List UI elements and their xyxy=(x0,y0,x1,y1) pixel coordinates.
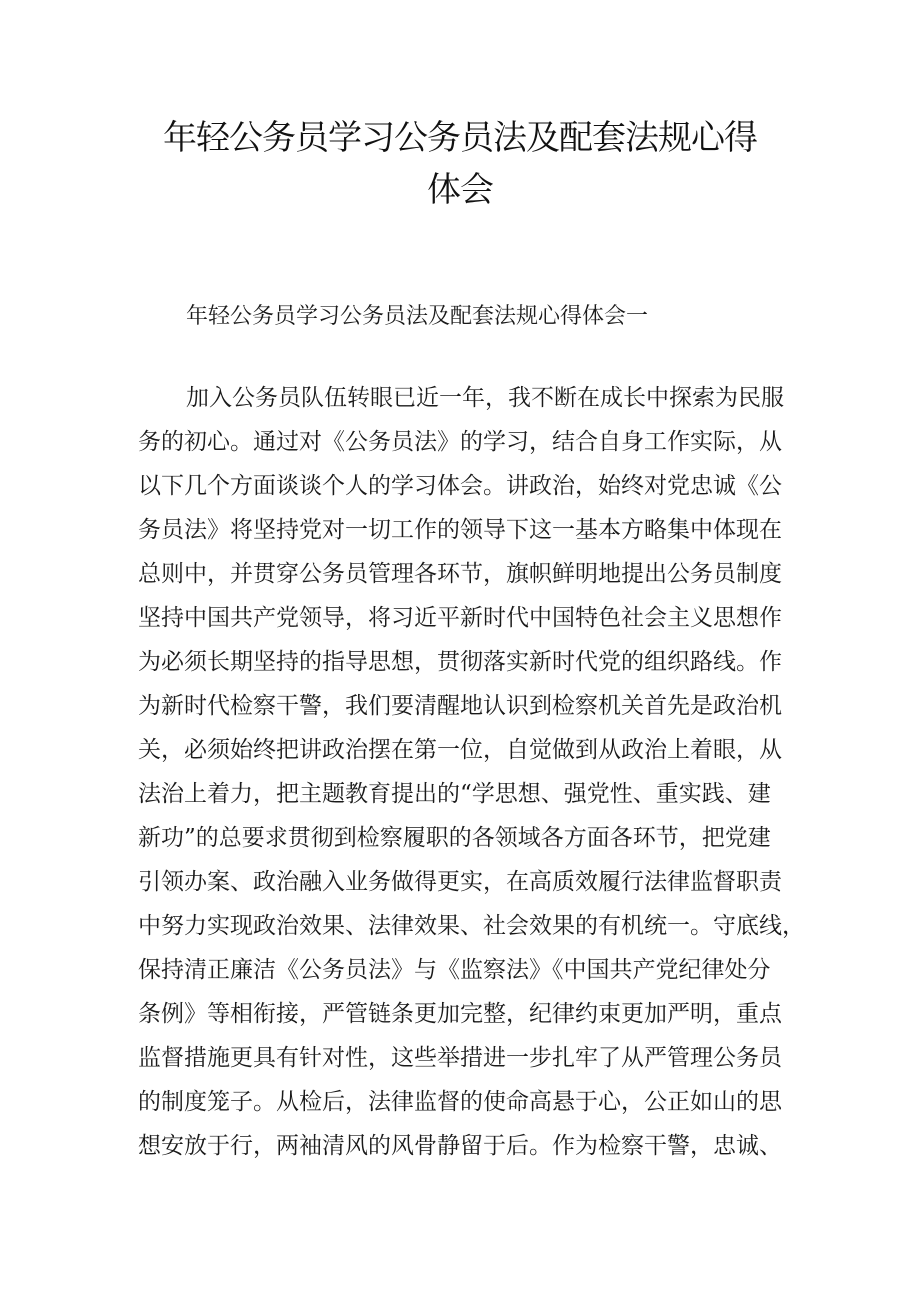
title-line-2: 体会 xyxy=(427,170,493,210)
body-line: 为新时代检察干警，我们要清醒地认识到检察机关首先是政治机 xyxy=(138,693,782,719)
body-line: 总则中，并贯穿公务员管理各环节，旗帜鲜明地提出公务员制度 xyxy=(138,561,782,587)
body-line: 保持清正廉洁《公务员法》与《监察法》《中国共产党纪律处分 xyxy=(138,957,771,983)
title-line-1: 年轻公务员学习公务员法及配套法规心得 xyxy=(163,118,757,158)
section-heading: 年轻公务员学习公务员法及配套法规心得体会一 xyxy=(186,304,649,329)
body-line: 法治上着力，把主题教育提出的“学思想、强党性、重实践、建 xyxy=(138,781,771,807)
body-line: 坚持中国共产党领导，将习近平新时代中国特色社会主义思想作 xyxy=(138,605,782,631)
body-line: 为必须长期坚持的指导思想，贯彻落实新时代党的组织路线。作 xyxy=(138,649,782,675)
body-line: 务的初心。通过对《公务员法》的学习，结合自身工作实际，从 xyxy=(138,429,782,455)
body-line: 的制度笼子。从检后，法律监督的使命高悬于心，公正如山的思 xyxy=(138,1089,782,1115)
body-line: 以下几个方面谈谈个人的学习体会。讲政治，始终对党忠诚《公 xyxy=(138,473,782,499)
body-line: 条例》等相衔接，严管链条更加完整，纪律约束更加严明，重点 xyxy=(138,1001,782,1027)
body-line: 加入公务员队伍转眼已近一年，我不断在成长中探索为民服 xyxy=(186,385,784,411)
document-title xyxy=(120,112,800,216)
body-line: 想安放于行，两袖清风的风骨静留于后。作为检察干警，忠诚、 xyxy=(138,1133,782,1159)
body-line: 中努力实现政治效果、法律效果、社会效果的有机统一。守底线， xyxy=(138,913,805,939)
body-line: 监督措施更具有针对性，这些举措进一步扎牢了从严管理公务员 xyxy=(138,1045,782,1071)
body-line: 务员法》将坚持党对一切工作的领导下这一基本方略集中体现在 xyxy=(138,517,782,543)
body-line: 新功”的总要求贯彻到检察履职的各领域各方面各环节，把党建 xyxy=(138,825,771,851)
body-line: 引领办案、政治融入业务做得更实，在高质效履行法律监督职责 xyxy=(138,869,782,895)
body-line: 关，必须始终把讲政治摆在第一位，自觉做到从政治上着眼，从 xyxy=(138,737,782,763)
